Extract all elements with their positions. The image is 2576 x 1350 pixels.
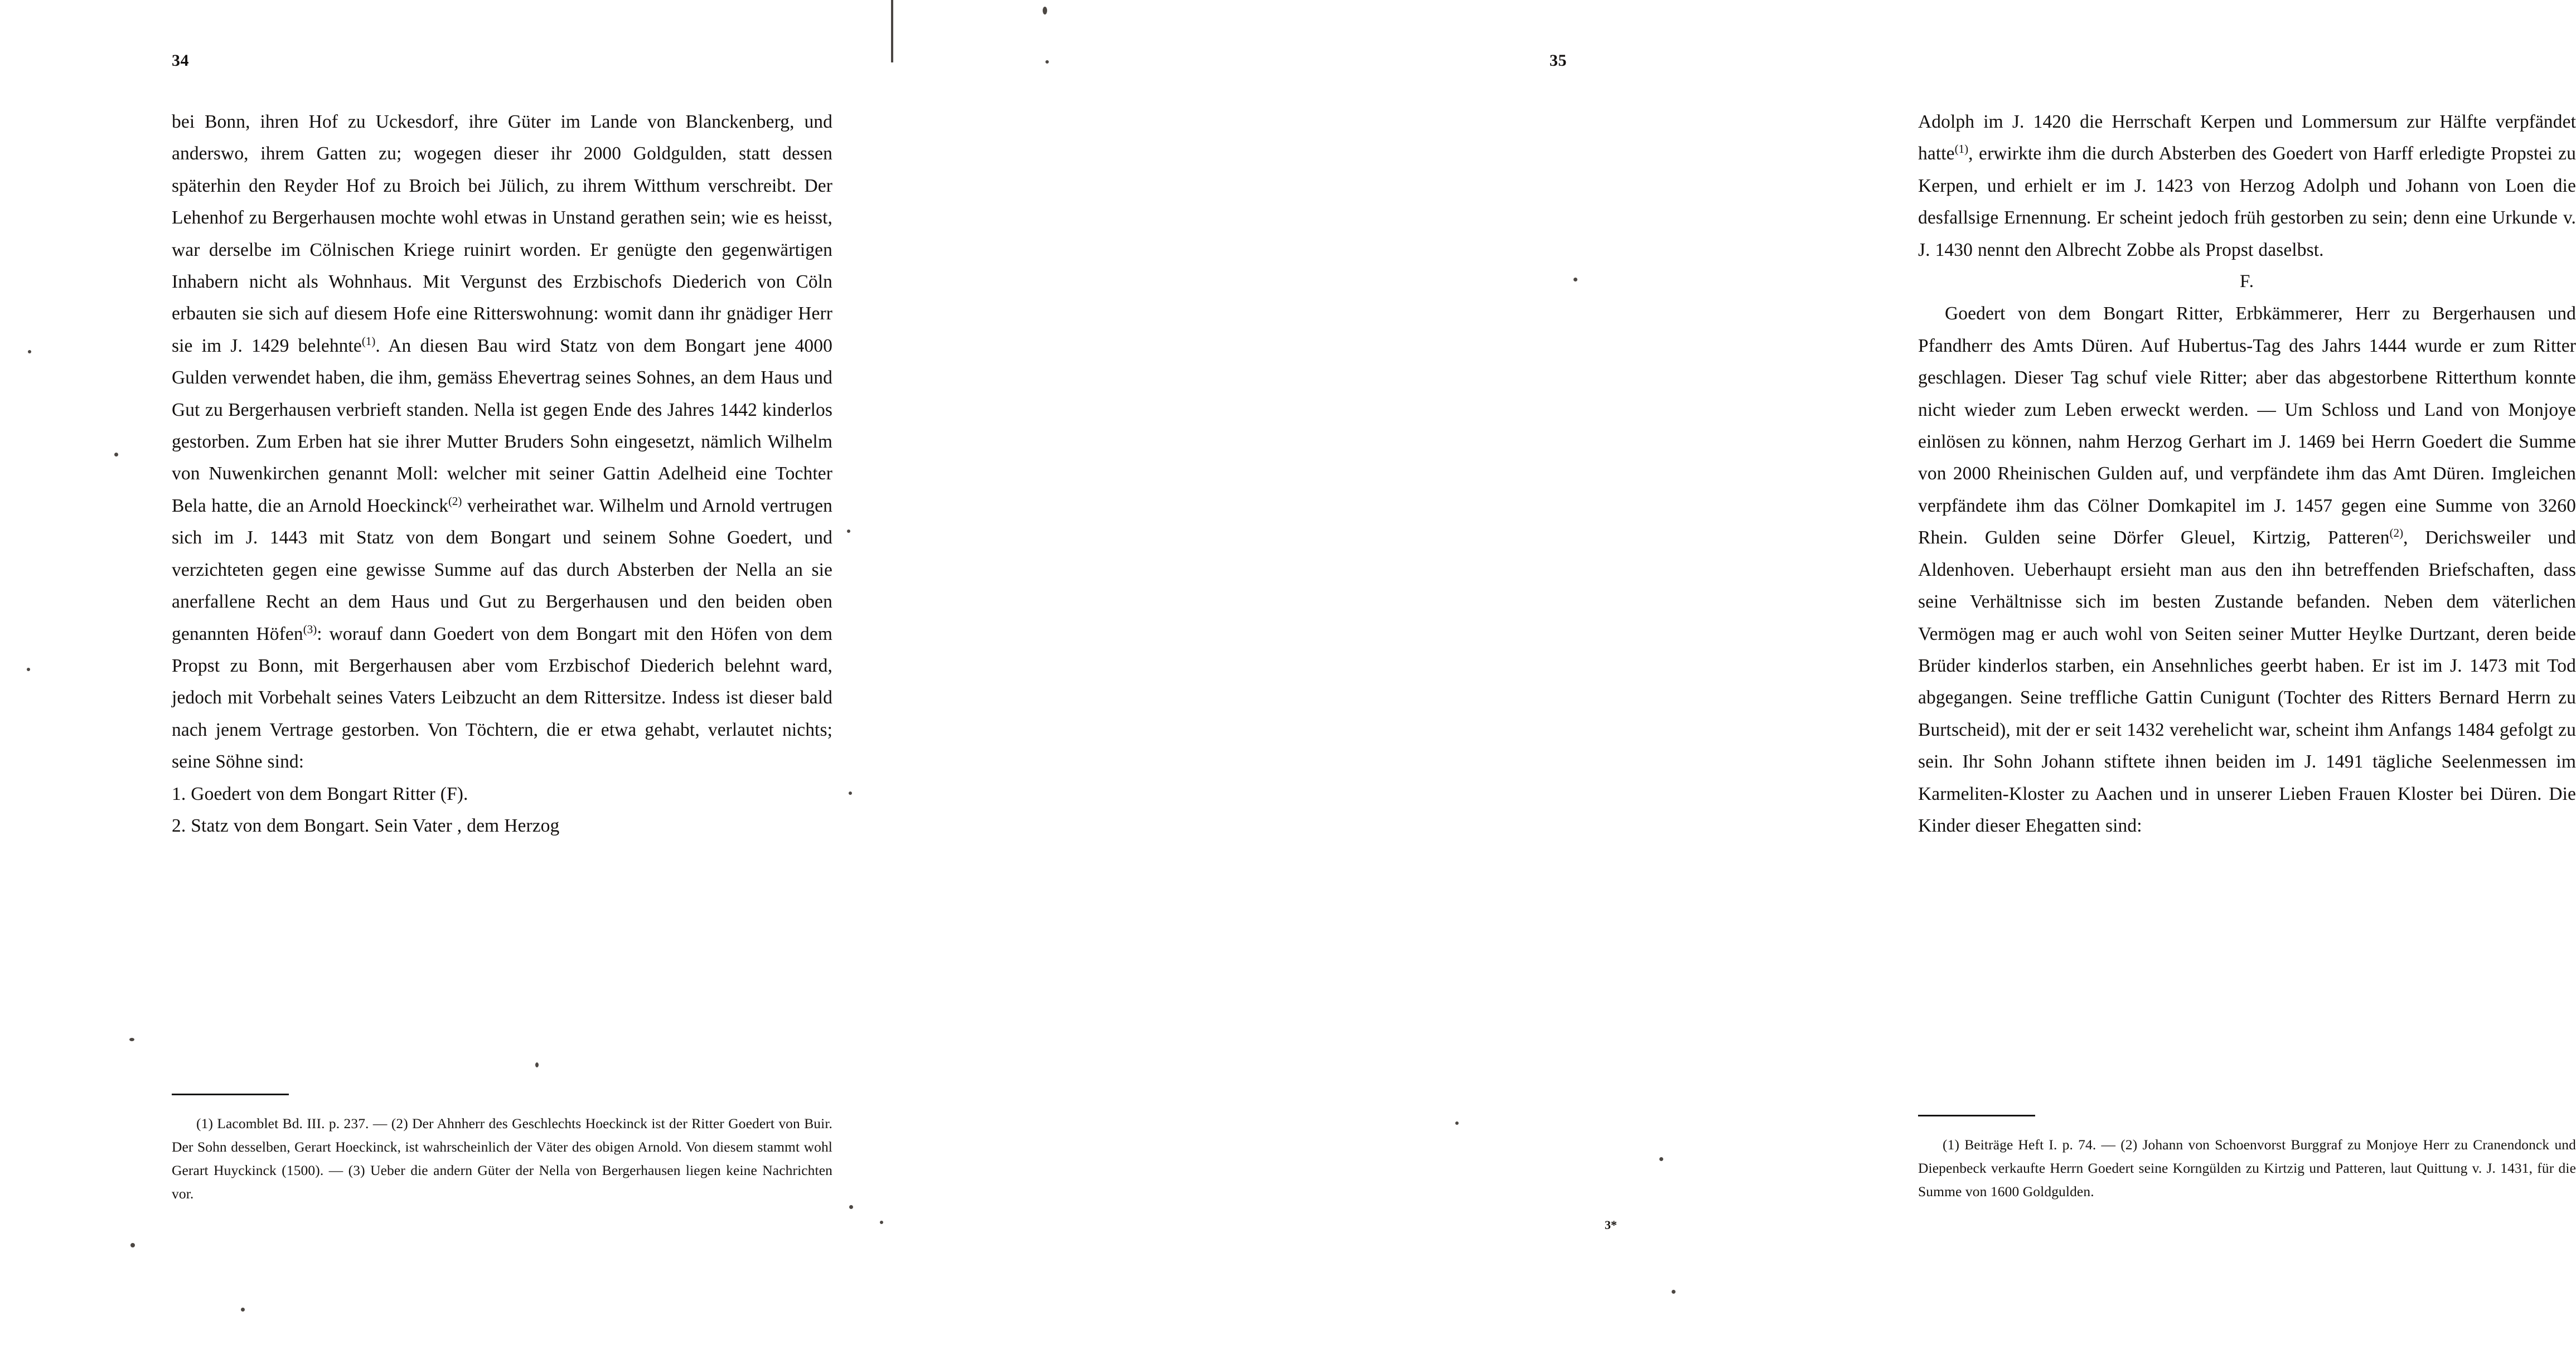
scan-speck [535,1062,539,1067]
scan-speck [847,530,850,533]
paragraph-tail: , Derichsweiler und Aldenhoven. Ueberhaupt ersieht man aus den ihn betreffenden Briefschaften, dass seine Verhältnisse sich im besten Zustande befanden. Neben dem väterlichen Vermögen mag er auch wohl von Seiten seiner Mutter Heylke Durtzant, deren beide Brüder kinderlos starben, ein Ansehnliches geerbt haben. Er ist im J. 1473 mit Tod abgegangen. Seine treffliche Gattin Cunigunt (Tochter des Ritters Bernard Herrn zu Burtscheid), mit der er seit 1432 verehelicht war, scheint ihm Anfangs 1484 gefolgt zu sein. Ihr Sohn Johann stiftete ihnen beiden im J. 1491 tägliche Seelenmessen im Karmeliten-Kloster zu Aachen und in unserer Lieben Frauen Kloster bei Düren. Die Kinder dieser Ehegatten sind: [1918,527,2576,836]
scan-speck [1045,60,1049,64]
footnote-text: (1) Lacomblet Bd. III. p. 237. — (2) Der Ahnherr des Geschlechts Hoeckinck ist der Ritter Goedert von Buir. Der Sohn desselben, Gerart Hoeckinck, ist wahrscheinlich der Väter des obigen Arnold. Von diesem stammt wohl Gerart Huyckinck (1500). — (3) Ueber die andern Güter der Nella von Bergerhausen liegen keine Nachrichten vor. [172,1115,832,1202]
page-left [0,0,870,1350]
scan-speck [849,1205,853,1209]
scan-speck [1043,7,1047,14]
scan-speck [1455,1121,1459,1125]
paragraph [1918,298,2576,842]
scan-speck [1573,278,1577,281]
paragraph-text-cont-3: : worauf dann Goedert von dem Bongart mit den Höfen von dem Propst zu Bonn, mit Bergerhausen aber vom Erzbischof Diederich belehnt ward, jedoch mit Vorbehalt seines Vaters Leibzucht an dem Rittersitze. Indess ist dieser bald nach jenem Vertrage gestorben. Von Töchtern, die er etwa gehabt, verlautet nichts; seine Söhne sind: [172,623,832,773]
body-text-right-column [1918,106,2576,842]
footnote-marker-1[interactable]: (1) [1954,142,1969,156]
scan-speck [1659,1157,1663,1161]
list-item: 2. Statz von dem Bongart. Sein Vater , dem Herzog [172,815,560,836]
footnote-marker-3[interactable]: (3) [303,622,317,636]
footnote-marker-1[interactable]: (1) [361,334,376,348]
paragraph [172,106,832,778]
paragraph-tail: . An [375,335,411,356]
footnote-rule [1918,1115,2035,1116]
scan-speck [28,350,31,353]
page-number-left: 34 [172,51,189,70]
footnote-text: (1) Beiträge Heft I. p. 74. — (2) Johann von Schoenvorst Burggraf zu Monjoye Herr zu Cranendonck und Diepenbeck verkaufte Herrn Goedert seine Korngülden zu Kirtzig und Patteren, laut Quittung v. J. 1431, für die Summe von 1600 Goldgulden. [1918,1137,2576,1200]
scan-speck [849,791,852,795]
footnote-marker-2[interactable]: (2) [2389,526,2404,540]
scan-speck [114,453,118,457]
footnote-block-right [1918,1115,2576,1203]
paragraph-text: Goedert von dem Bongart Ritter, Erbkämmerer, Herr zu Bergerhausen und Pfandherr des Amts Düren. Auf Hubertus-Tag des Jahrs 1444 wurde er zum Ritter geschlagen. Dieser Tag schuf viele Ritter; aber das abgestorbene Ritterthum konnte nicht wieder zum Leben erweckt werden. — Um Schloss und Land von Monjoye einlösen zu können, nahm Herzog Gerhart im J. 1469 bei Herrn Goedert die Summe von 2000 Rheinischen Gulden auf, und verpfändete ihm das Amt Düren. Imgleichen verpfändete ihm das Cölner Domkapitel im J. 1457 gegen eine Summe von 3260 Rhein. Gulden seine Dörfer Gleuel, Kirtzig, Patteren [1918,303,2576,548]
paragraph-text: bei Bonn, ihren Hof zu Uckesdorf, ihre Güter im Lande von Blanckenberg, und anderswo, ihrem Gatten zu; wogegen dieser ihr 2000 Goldgulden, statt dessen späterhin den Reyder Hof zu Broich bei Jülich, zu ihrem Witthum verschreibt. Der Lehenhof zu Bergerhausen mochte wohl etwas in Unstand gerathen sein; wie es heisst, war derselbe im Cölnischen Kriege ruinirt worden. Er genügte den gegenwärtigen Inhabern nicht als Wohnhaus. Mit Vergunst des Erzbischofs Diederich von Cöln erbauten sie sich auf diesem Hofe eine Ritterswohnung: womit dann ihr gnädiger Herr sie im J. 1429 belehnte [172,111,832,356]
scan-speck [241,1308,245,1312]
scan-speck [129,1038,134,1041]
paragraph-text-cont-2: verheirathet war. Wilhelm und Arnold vertrugen sich im J. 1443 mit Statz von dem Bongart und seinem Sohne Goedert, und verzichteten gegen eine gewisse Summe auf das durch Absterben der Nella an sie anerfallene Recht an dem Haus und Gut zu Bergerhausen und den beiden oben genannten Höfen [172,495,833,644]
signature-mark: 3* [1605,1218,1617,1232]
footnote-marker-2[interactable]: (2) [448,494,462,508]
page-right [870,0,2576,1350]
section-heading: F. [2240,271,2254,292]
body-text-left-column [172,106,832,842]
page-gutter-mark [891,0,893,62]
scan-speck [1672,1290,1676,1294]
paragraph-text-cont: diesen Bau wird Statz von dem Bongart jene 4000 Gulden verwendet haben, die ihm, gemäss Ehevertrag seines Sohnes, an dem Haus und Gut zu Bergerhausen verbrieft standen. Nella ist gegen Ende des Jahres 1442 kinderlos gestorben. Zum Erben hat sie ihrer Mutter Bruders Sohn eingesetzt, nämlich Wilhelm von Nuwenkirchen genannt Moll: welcher mit seiner Gattin Adelheid eine Tochter Bela hatte, die an Arnold Hoeckinck [172,335,832,516]
scan-speck [27,668,30,671]
paragraph-text: Adolph im J. 1420 die Herrschaft Kerpen und Lommersum zur Hälfte verpfändet hatte [1918,111,2576,164]
scan-speck [130,1243,135,1247]
paragraph-tail: , erwirkte ihm die durch Absterben des Goedert von Harff erledigte Propstei zu Kerpen, und erhielt er im J. 1423 von Herzog Adolph und Johann von Loen die desfallsige Ernennung. Er scheint jedoch früh gestorben zu sein; denn eine Urkunde v. J. 1430 nennt den Albrecht Zobbe als Propst daselbst. [1918,143,2576,260]
page-number-right: 35 [1550,51,1567,70]
scan-speck [880,1221,883,1224]
footnote-rule [172,1094,289,1095]
list-item: 1. Goedert von dem Bongart Ritter (F). [172,783,468,804]
paragraph [1918,106,2576,266]
footnote-block-left [172,1094,832,1206]
